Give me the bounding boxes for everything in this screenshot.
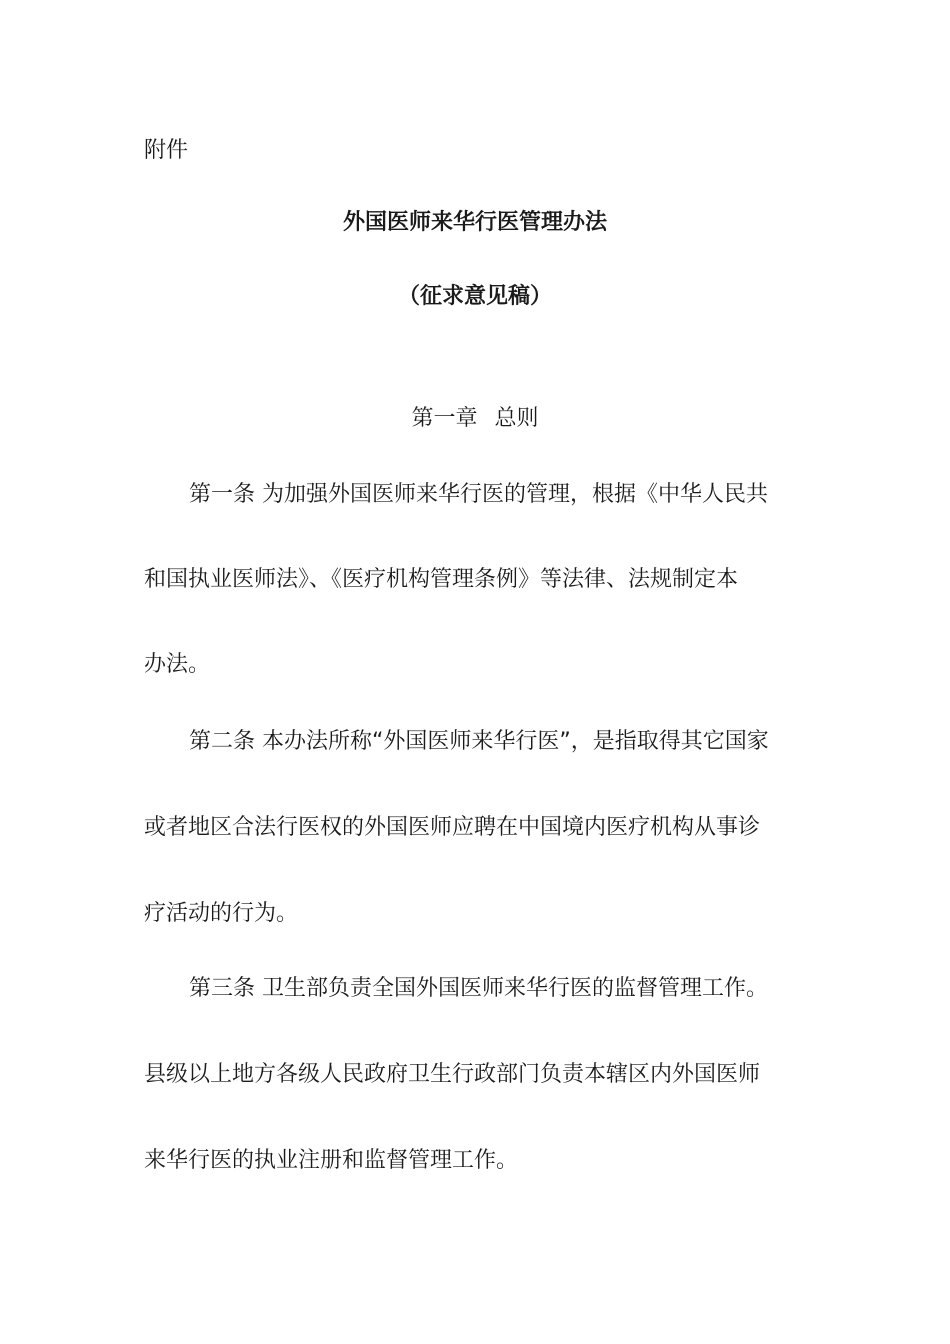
chapter-heading: 第一章 总则 (411, 406, 539, 431)
article-2-line-1: 第二条 本办法所称“外国医师来华行医”，是指取得其它国家 (189, 729, 769, 754)
article-3-line-2: 县级以上地方各级人民政府卫生行政部门负责本辖区内外国医师 (144, 1062, 761, 1087)
article-2-line-3: 疗活动的行为。 (144, 901, 299, 926)
article-2-line-2: 或者地区合法行医权的外国医师应聘在中国境内医疗机构从事诊 (144, 815, 761, 840)
document-subtitle: （征求意见稿） (397, 284, 552, 309)
article-1-line-1: 第一条 为加强外国医师来华行医的管理，根据《中华人民共 (189, 482, 768, 507)
article-3-line-3: 来华行医的执业注册和监督管理工作。 (144, 1148, 519, 1173)
attachment-label: 附件 (144, 138, 189, 163)
document-title: 外国医师来华行医管理办法 (342, 210, 607, 235)
article-1-line-2: 和国执业医师法》、《医疗机构管理条例》等法律、法规制定本 (144, 567, 739, 592)
article-3-line-1: 第三条 卫生部负责全国外国医师来华行医的监督管理工作。 (189, 976, 768, 1001)
article-1-line-3: 办法。 (144, 652, 211, 677)
